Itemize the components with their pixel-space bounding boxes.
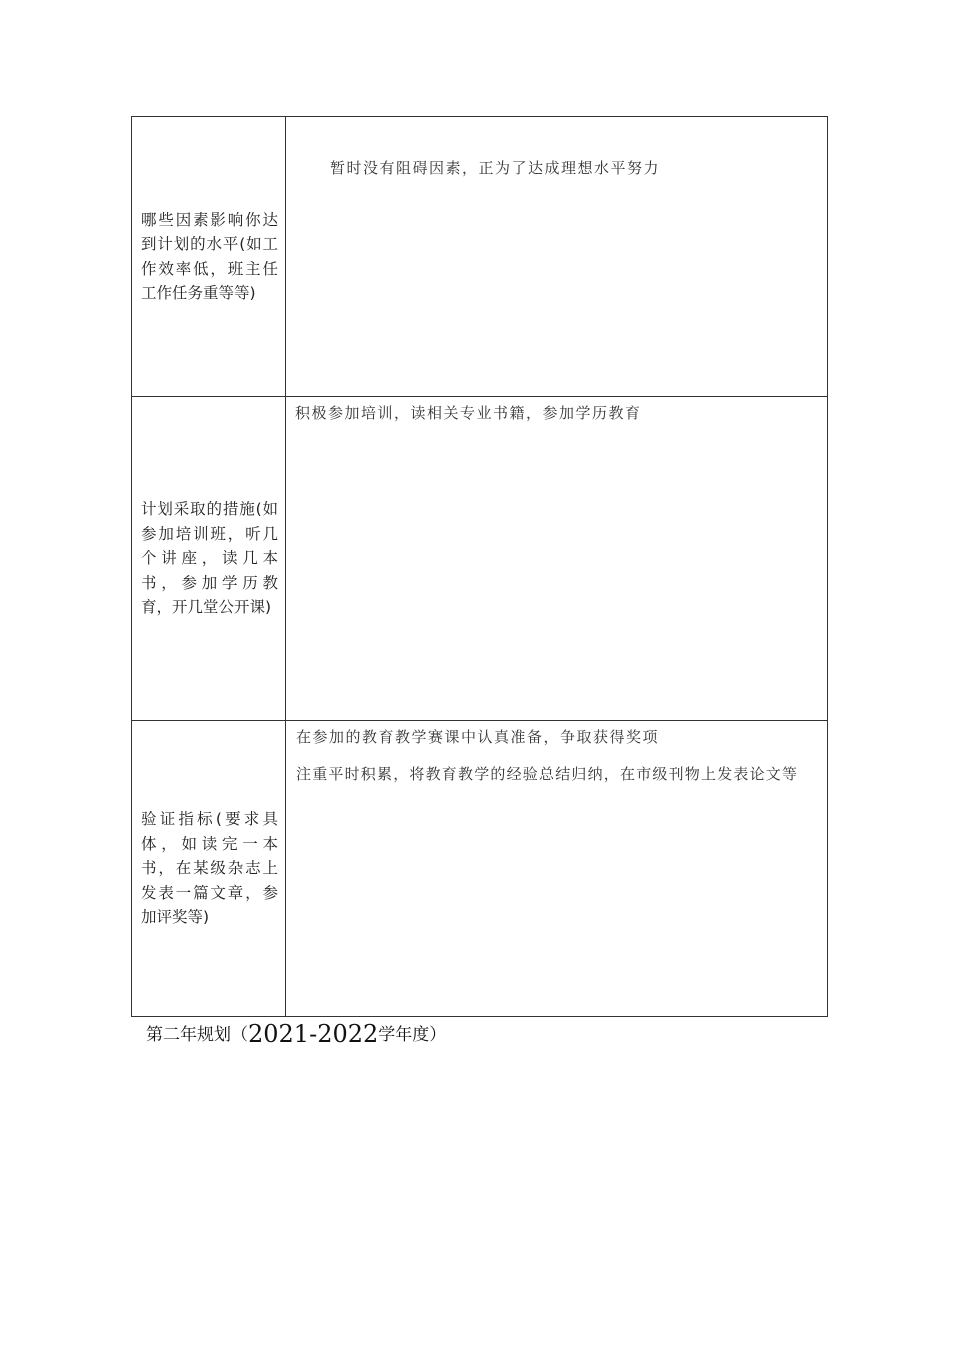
row-content-line: 暂时没有阻碍因素，正为了达成理想水平努力 [330,159,661,177]
heading-prefix: 第二年规划（ [146,1025,248,1045]
row-label: 验证指标(要求具体，如读完一本书，在某级杂志上发表一篇文章，参加评奖等) [141,810,278,927]
row-label-cell [132,721,286,1017]
row-content-cell [286,397,828,721]
row-label-cell [132,397,286,721]
row-label: 计划采取的措施(如参加培训班，听几个讲座，读几本书，参加学历教育，开几堂公开课) [141,500,278,617]
heading-suffix: 学年度） [378,1025,447,1045]
section-heading [146,1020,446,1048]
row-content-line: 积极参加培训，读相关专业书籍，参加学历教育 [295,404,642,422]
row-content-line: 在参加的教育教学赛课中认真准备，争取获得奖项 [296,728,660,746]
row-content-line: 注重平时积累，将教育教学的经验总结归纳，在市级刊物上发表论文等 [296,765,799,783]
heading-years: 2021-2022 [248,1020,379,1048]
row-content-cell [286,721,828,1017]
row-label-cell [132,117,286,397]
table-row [132,397,828,721]
table-row [132,117,828,397]
row-content-cell [286,117,828,397]
plan-table [131,116,828,1017]
table-row [132,721,828,1017]
row-label: 哪些因素影响你达到计划的水平(如工作效率低，班主任工作任务重等等) [141,210,278,302]
